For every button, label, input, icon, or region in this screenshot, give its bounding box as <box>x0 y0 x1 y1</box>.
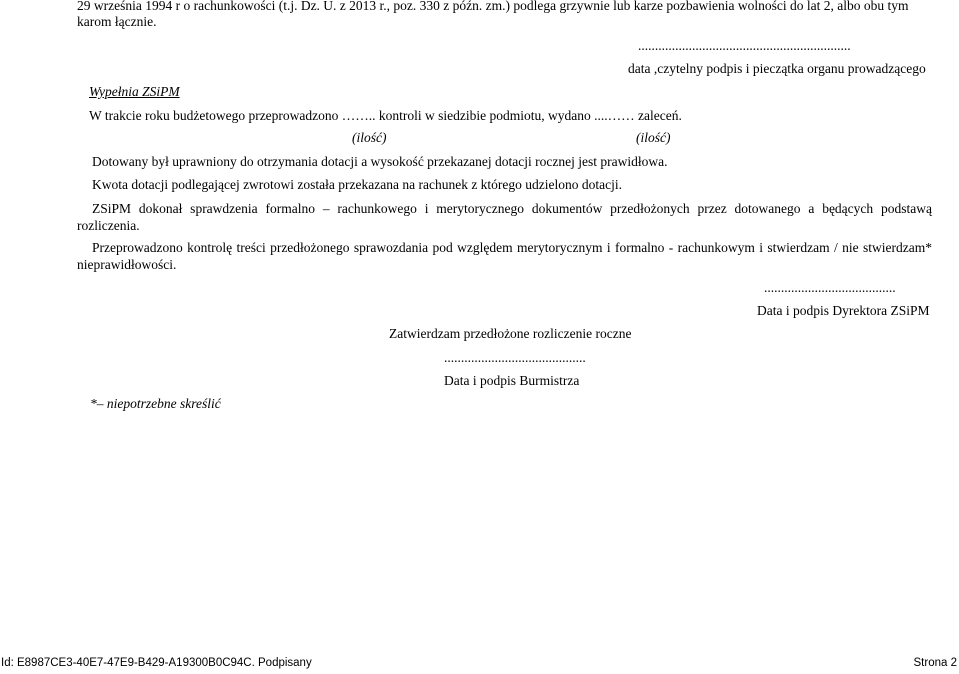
mayor-signature-caption: Data i podpis Burmistrza <box>444 373 580 388</box>
director-signature-dots: ....................................... <box>764 280 896 295</box>
quantity-label-recommendations: (ilość) <box>636 130 671 145</box>
control-line <box>89 108 682 124</box>
legal-text-line-2: karom łącznie. <box>77 14 157 29</box>
mayor-signature-dots: .......................................... <box>444 350 586 365</box>
paragraph-entitlement: Dotowany był uprawniony do otrzymania dotacji a wysokość przekazanej dotacji rocznej jest prawidłowa. <box>92 154 668 169</box>
recommendation-count-placeholder: ....…… <box>594 108 635 123</box>
quantity-label-controls: (ilość) <box>352 130 387 145</box>
signature-dots-top: ............................................................... <box>638 38 851 53</box>
signature-caption-top: data ,czytelny podpis i pieczątka organu prowadzącego <box>628 61 926 76</box>
control-count-placeholder: …….. <box>341 108 376 123</box>
control-line-part2: kontroli w siedzibie podmiotu, wydano <box>378 108 591 123</box>
paragraph-verification-line-2: rozliczenia. <box>77 218 140 233</box>
approval-statement: Zatwierdzam przedłożone rozliczenie roczne <box>389 326 632 341</box>
document-id-footer: Id: E8987CE3-40E7-47E9-B429-A19300B0C94C. Podpisany <box>1 657 312 669</box>
section-heading-zsipm: Wypełnia ZSiPM <box>89 84 180 99</box>
control-line-part1: W trakcie roku budżetowego przeprowadzono <box>89 108 339 123</box>
director-signature-caption: Data i podpis Dyrektora ZSiPM <box>757 303 930 318</box>
page-number: Strona 2 <box>913 657 957 669</box>
control-line-part3: zaleceń. <box>638 108 682 123</box>
paragraph-content-check-line-2: nieprawidłowości. <box>77 257 177 272</box>
paragraph-verification-line-1: ZSiPM dokonał sprawdzenia formalno – rachunkowego i merytorycznego dokumentów przedłożonych przez dotowanego a będących podstawą <box>92 201 932 216</box>
paragraph-refund: Kwota dotacji podlegającej zwrotowi została przekazana na rachunek z którego udzielono dotacji. <box>92 177 623 192</box>
paragraph-content-check-line-1: Przeprowadzono kontrolę treści przedłożonego sprawozdania pod względem merytorycznym i formalno - rachunkowym i stwierdzam / nie stwierdzam* <box>92 240 932 255</box>
legal-text-line-1: 29 września 1994 r o rachunkowości (t.j. Dz. U. z 2013 r., poz. 330 z późn. zm.) podlega grzywnie lub karze pozbawienia wolności do lat 2, albo obu tym <box>77 0 909 13</box>
footnote: *– niepotrzebne skreślić <box>90 396 221 411</box>
